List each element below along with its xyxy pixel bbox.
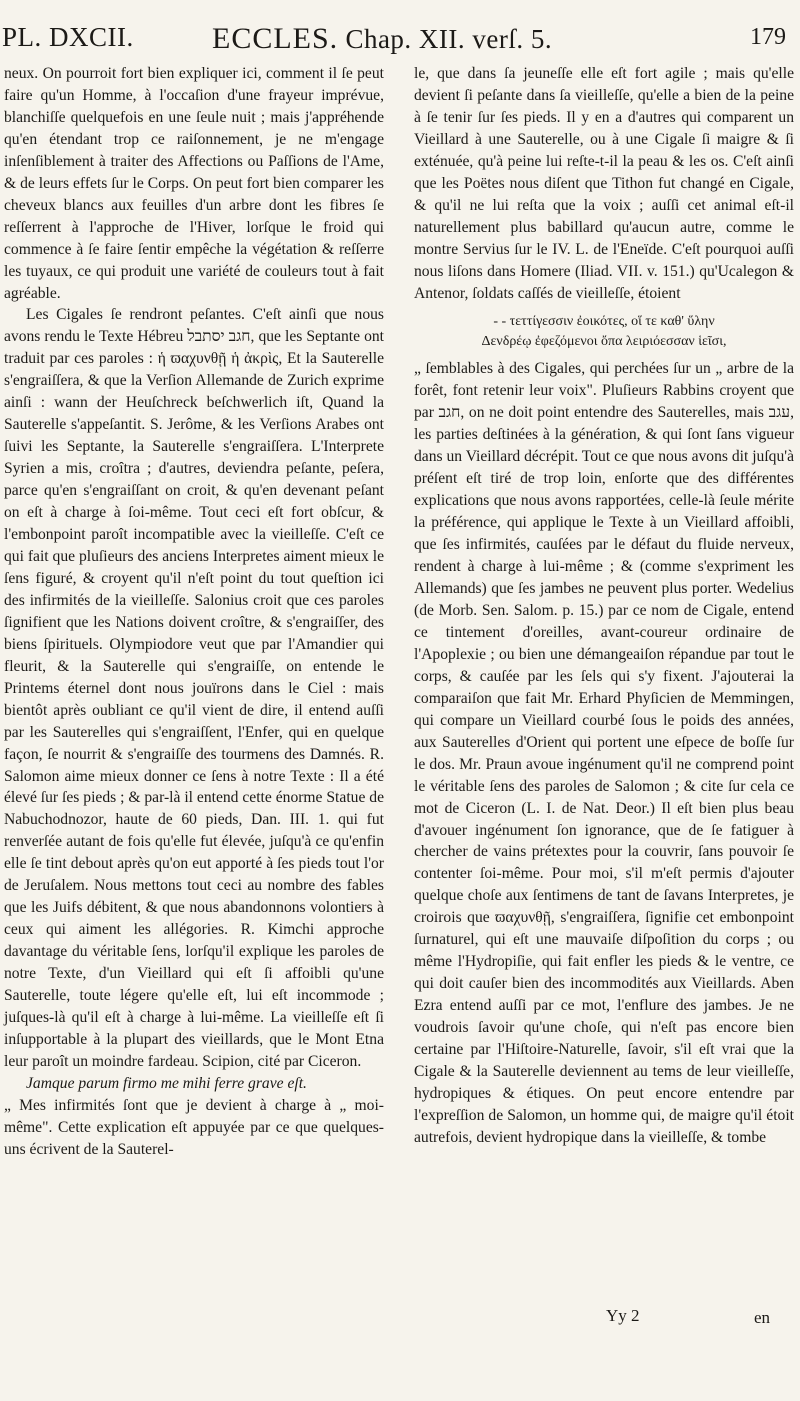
left-column-tail: „ Mes infirmités ſont que je devient à charge à „ moi-même". Cette explication eſt appuyée par ce que quelques-uns écrivent de la Sauterel- bbox=[4, 1096, 384, 1158]
page-footer bbox=[606, 1306, 771, 1332]
right-column bbox=[414, 63, 794, 1149]
left-column bbox=[4, 63, 384, 1161]
greek-line: Δενδρέῳ ἐφεζόμενοι ὄπα λειριόεσσαν ἱεῖσι, bbox=[481, 334, 727, 350]
book-and-chapter bbox=[212, 22, 552, 56]
book-title: ECCLES. bbox=[212, 22, 339, 55]
page-number: 179 bbox=[750, 24, 786, 50]
catchword: en bbox=[754, 1308, 771, 1327]
right-paragraph-1: le, que dans ſa jeuneſſe elle eſt fort agile ; mais qu'elle devient ſi peſante dans ſa vieilleſſe, qu'elle a bien de la peine à ſe tenir ſur ſes pieds. Il y en a d'autres qui comparent un Vieillard à une Sauterelle, ou à une Cigale ſi maigre & ſi exténuée, qu'à peine lui reſte-t-il la peau & les os. C'eſt ainſi que les Poëtes nous diſent que Tithon fut changé en Cigale, & qu'il ne lui reſta que la voix ; auſſi cet animal eſt-il naturellement plus babillard qu'aucun autre, comme le montre Servius ſur le IV. L. de l'Eneïde. C'eſt pourquoi auſſi nous liſons dans Homere (Iliad. VII. v. 151.) qu'Ucalegon & Antenor, ſoldats caſſés de vieilleſſe, étoient bbox=[414, 65, 794, 302]
plate-number: PL. DXCII. bbox=[2, 22, 134, 52]
latin-quote: Jamque parum firmo me mihi ferre grave eſt. bbox=[26, 1074, 307, 1092]
right-column-tail: „ ſemblables à des Cigales, qui perchées ſur un „ arbre de la forêt, font retenir leur voix". Pluſieurs Rabbins croyent que par חגב, on ne doit point entendre des Sauterelles, mais עגב, les parties deſtinées à la génération, & qui ſont ſans vigueur dans un Vieillard décrépit. Tout ce que nous avons dit juſqu'à préſent eſt tiré de trop loin, enſorte que des différentes explications que nous avons rapportées, celle-là ſeule mérite la préférence, qui applique le Texte à un Vieillard affoibli, que ſes infirmités, cauſées par le défaut du fluide nerveux, rendent à charge à lui-même ; & (comme s'expriment les Allemands) que ſes jambes ne peuvent plus porter. Wedelius (de Morb. Sen. Salom. p. 15.) par ce nom de Cigale, entend ce tintement d'oreilles, avant-coureur ordinaire de l'Apoplexie ; ou bien une démangeaiſon répandue par tout le corps, & cauſée par les ſels qui s'y fixent. J'ajouterai la comparaiſon que fait Mr. Erhard Phyſicien de Memmingen, qui compare un Vieillard courbé ſous le poids des années, aux Sauterelles d'Orient qui portent une eſpece de boſſe ſur le dos. Mr. Praun avoue ingénument qu'il ne comprend point le véritable ſens des paroles de Salomon ; & cite ſur cela ce mot de Ciceron (L. I. de Nat. Deor.) Il eſt bien plus beau d'avouer ingénument ſon ignorance, que de ſe fatiguer à chercher de vains prétextes pour la couvrir, ſans pouvoir ſe contenter ſoi-même. Pour moi, s'il m'eſt permis d'ajouter quelque choſe aux ſentimens de tant de ſavans Interpretes, je croirois que ϖαχυνθῇ, s'engraiſſera, ſignifie cet embonpoint ſurnaturel, qui eſt une mauvaiſe diſpoſition du corps ; ou même l'Hydropiſie, qui fait enfler les pieds & le ventre, ce qui doit cauſer bien des incommodités aux Vieillards. Aben Ezra entend auſſi par ce mot, l'enflure des jambes. Je ne voudrois ſavoir qu'une choſe, qui n'eſt pas encore bien certaine par l'Hiſtoire-Naturelle, ſavoir, s'il eſt vrai que la Cigale & la Sauterelle deviennent au tems de leur vieilleſſe, hydropiques & étiques. On peut encore entendre par l'expreſſion de Salomon, un homme qui, de maigre qu'il étoit autrefois, devient hydropique dans la vieilleſſe, & tombe bbox=[414, 360, 795, 1146]
signature-mark: Yy 2 bbox=[606, 1306, 640, 1325]
running-header bbox=[0, 22, 800, 55]
left-paragraph-2: Les Cigales ſe rendront peſantes. C'eſt ainſi que nous avons rendu le Texte Hébreu חגב יסתבל, que les Septante ont traduit par ces paroles : ἡ ϖαχυνθῇ ἡ ἀκρὶς, Et la Sauterelle s'engraiſſera, & que la Verſion Allemande de Zurich exprime ainſi : wann der Heuſchreck beſchwerlich iſt, Quand la Sauterelle s'appeſantit. S. Jerôme, & les Verſions Arabes ont ſuivi les Septante, la Sauterelle s'engraiſſera. L'Interprete Syrien a mis, croîtra ; d'autres, deviendra peſante, peſera, parce qu'en s'engraiſſant on croit, & qu'en devenant peſant on eſt à charge à ſoi-même. Tout ceci eſt fort obſcur, & l'embonpoint paroît incompatible avec la vieilleſſe. C'eſt ce qui fait que pluſieurs des anciens Interpretes aiment mieux le ſens figuré, & croyent qu'il n'eſt point du tout queſtion ici des infirmités de la vieilleſſe. Salonius croit que ces paroles ſignifient que les Nations doivent croître, & s'engraiſſer, des biens ſpirituels. Olympiodore veut que par l'Amandier qui fleurit, & la Sauterelle qui s'engraiſſe, on entende le Printems éternel dont nous jouïrons dans le Ciel : mais bientôt après oubliant ce qu'il vient de dire, il entend auſſi par les Sauterelles qui s'engraiſſent, l'Enfer, qui en quelque façon, ſe nourrit & s'engraiſſe des tourmens des Damnés. R. Salomon aime mieux donner ce ſens à notre Texte : Il a été élevé ſur ſes pieds ; & par-là il entend cette énorme Statue de Nabuchodnozor, haute de 60 pieds, Dan. III. 1. qui fut renverſée autant de fois qu'elle fut élevée, juſqu'à ce qu'enfin elle ſe tint debout après qu'on eut apporté à ſes pieds tout l'or de Jeruſalem. Nous mettons tout ceci au nombre des fables que les Juifs débitent, & que nous abandonnons volontiers à ceux qui aiment les allégories. R. Kimchi approche davantage du véritable ſens, lorſqu'il explique les paroles de notre Texte, d'un Vieillard qui eſt ſi affoibli qu'une Sauterelle, toute légere qu'elle eſt, lui eſt incommode ; juſques-là qu'il eſt à charge à lui-même. La vieilleſſe eſt ſi inſupportable à la plupart des vieillards, que le Mont Etna leur paroît un moindre fardeau. Scipion, cité par Ciceron. bbox=[4, 306, 384, 1070]
chapter-verse: Chap. XII. verſ. 5. bbox=[345, 24, 553, 54]
greek-line: - - τεττίγεσσιν ἐοικότες, οἵ τε καθ' ὕλην bbox=[493, 314, 715, 330]
greek-quote bbox=[414, 312, 794, 352]
left-paragraph-1: neux. On pourroit fort bien expliquer ici, comment il ſe peut faire qu'un Homme, à l'occaſion d'une frayeur imprévue, blanchiſſe quelquefois en une ſeule nuit ; mais j'appréhende qu'en étendant trop ce raiſonnement, je ne m'engage inſenſiblement à traiter des Affections ou Paſſions de l'Ame, & de leurs effets ſur le Corps. On peut fort bien comparer les cheveux blancs aux feuilles d'un arbre dont les fibres ſe reſſerrent à l'approche de l'Hiver, lorſque le froid qui commence à ſe faire ſentir empêche la végétation & reſſerre les tuyaux, ce qui produit une variété de couleurs tout à fait agréable. bbox=[4, 65, 384, 302]
